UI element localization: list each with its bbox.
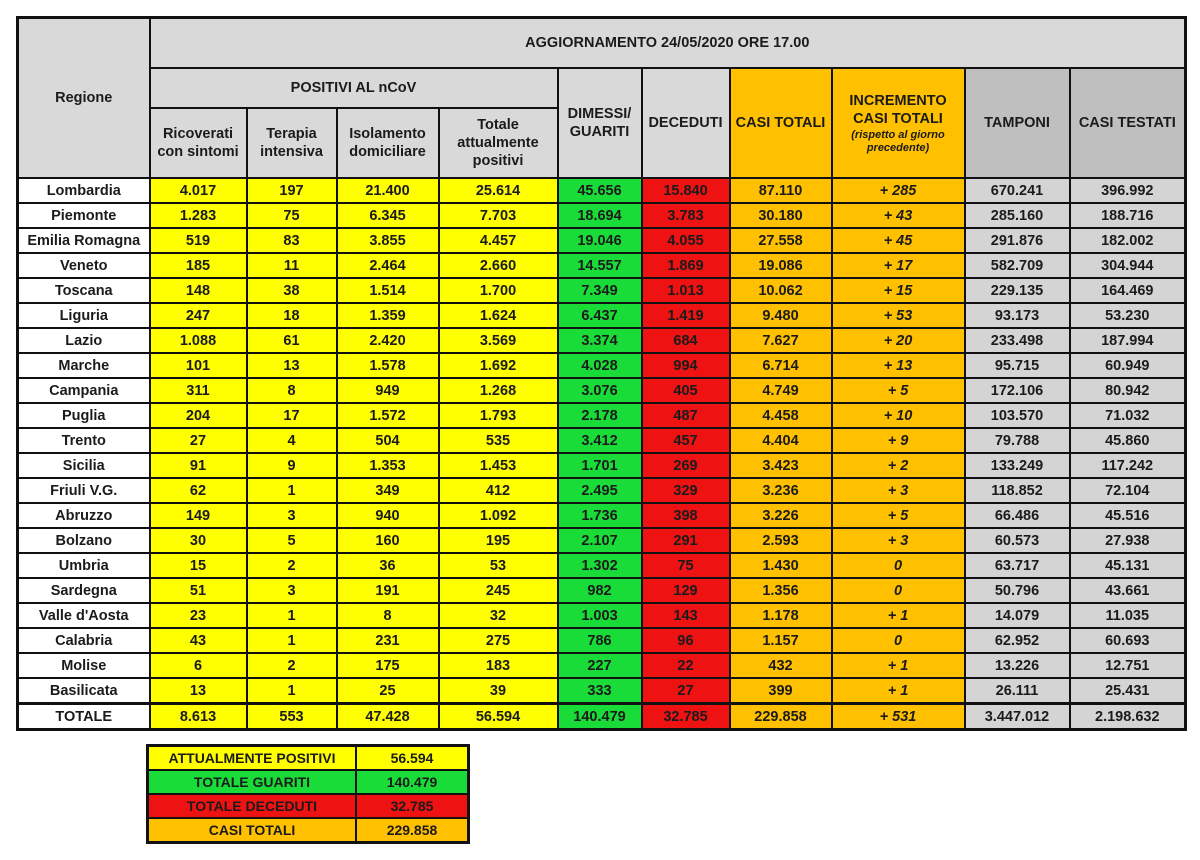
cell-tamponi: 13.226: [965, 653, 1070, 678]
cell-incremento-casi-totali: 0: [832, 628, 965, 653]
cell-dimessi-guariti: 3.412: [558, 428, 642, 453]
cell-dimessi-guariti: 4.028: [558, 353, 642, 378]
cell-deceduti: 994: [642, 353, 730, 378]
cell-deceduti: 96: [642, 628, 730, 653]
cell-isolamento-domiciliare: 2.420: [337, 328, 439, 353]
cell-totale-attualmente-positivi: 412: [439, 478, 558, 503]
cell-incremento-casi-totali: + 1: [832, 678, 965, 704]
column-header-incremento-casi-totali: [832, 68, 965, 178]
cell-regione: Basilicata: [18, 678, 150, 704]
cell-tamponi: 172.106: [965, 378, 1070, 403]
cell-totale-attualmente-positivi: 56.594: [439, 704, 558, 730]
cell-ricoverati-con-sintomi: 311: [150, 378, 247, 403]
cell-terapia-intensiva: 4: [247, 428, 337, 453]
cell-tamponi: 50.796: [965, 578, 1070, 603]
cell-casi-testati: 43.661: [1070, 578, 1186, 603]
cell-ricoverati-con-sintomi: 15: [150, 553, 247, 578]
legend-label: TOTALE DECEDUTI: [148, 794, 357, 818]
cell-terapia-intensiva: 18: [247, 303, 337, 328]
cell-isolamento-domiciliare: 36: [337, 553, 439, 578]
table-row: [18, 378, 1186, 403]
column-header-isolamento-domiciliare: Isolamento domiciliare: [337, 108, 439, 178]
cell-isolamento-domiciliare: 349: [337, 478, 439, 503]
cell-ricoverati-con-sintomi: 149: [150, 503, 247, 528]
cell-casi-totali: 399: [730, 678, 832, 704]
cell-totale-attualmente-positivi: 1.453: [439, 453, 558, 478]
cell-casi-testati: 71.032: [1070, 403, 1186, 428]
cell-ricoverati-con-sintomi: 13: [150, 678, 247, 704]
cell-deceduti: 22: [642, 653, 730, 678]
cell-totale-attualmente-positivi: 275: [439, 628, 558, 653]
cell-isolamento-domiciliare: 160: [337, 528, 439, 553]
table-body: [18, 178, 1186, 730]
cell-totale-attualmente-positivi: 3.569: [439, 328, 558, 353]
cell-dimessi-guariti: 982: [558, 578, 642, 603]
cell-isolamento-domiciliare: 175: [337, 653, 439, 678]
cell-totale-attualmente-positivi: 53: [439, 553, 558, 578]
table-row: [18, 478, 1186, 503]
table-row: [18, 403, 1186, 428]
cell-dimessi-guariti: 3.374: [558, 328, 642, 353]
cell-casi-testati: 45.860: [1070, 428, 1186, 453]
cell-deceduti: 27: [642, 678, 730, 704]
cell-incremento-casi-totali: + 5: [832, 503, 965, 528]
cell-incremento-casi-totali: + 1: [832, 653, 965, 678]
cell-casi-totali: 7.627: [730, 328, 832, 353]
cell-terapia-intensiva: 2: [247, 553, 337, 578]
cell-casi-testati: 45.516: [1070, 503, 1186, 528]
legend-value: 32.785: [356, 794, 469, 818]
cell-dimessi-guariti: 18.694: [558, 203, 642, 228]
cell-casi-totali: 9.480: [730, 303, 832, 328]
incremento-line2: CASI TOTALI: [853, 110, 943, 127]
cell-regione: Friuli V.G.: [18, 478, 150, 503]
table-row: [18, 278, 1186, 303]
cell-incremento-casi-totali: 0: [832, 553, 965, 578]
cell-deceduti: 143: [642, 603, 730, 628]
cell-dimessi-guariti: 140.479: [558, 704, 642, 730]
cell-totale-attualmente-positivi: 195: [439, 528, 558, 553]
cell-isolamento-domiciliare: 47.428: [337, 704, 439, 730]
cell-casi-totali: 27.558: [730, 228, 832, 253]
cell-incremento-casi-totali: + 53: [832, 303, 965, 328]
cell-terapia-intensiva: 1: [247, 678, 337, 704]
cell-isolamento-domiciliare: 3.855: [337, 228, 439, 253]
table-row: [18, 678, 1186, 704]
table-row: [18, 503, 1186, 528]
cell-casi-totali: 6.714: [730, 353, 832, 378]
legend-row: [148, 746, 469, 771]
cell-ricoverati-con-sintomi: 4.017: [150, 178, 247, 203]
table-row: [18, 603, 1186, 628]
cell-deceduti: 398: [642, 503, 730, 528]
table-row: [18, 453, 1186, 478]
cell-incremento-casi-totali: + 531: [832, 704, 965, 730]
cell-incremento-casi-totali: + 45: [832, 228, 965, 253]
covid-region-table: [16, 16, 1187, 731]
cell-incremento-casi-totali: + 3: [832, 528, 965, 553]
cell-casi-totali: 30.180: [730, 203, 832, 228]
table-row: [18, 253, 1186, 278]
cell-casi-testati: 60.949: [1070, 353, 1186, 378]
cell-isolamento-domiciliare: 1.514: [337, 278, 439, 303]
cell-incremento-casi-totali: + 43: [832, 203, 965, 228]
cell-casi-testati: 396.992: [1070, 178, 1186, 203]
cell-dimessi-guariti: 2.178: [558, 403, 642, 428]
cell-casi-totali: 10.062: [730, 278, 832, 303]
cell-casi-testati: 60.693: [1070, 628, 1186, 653]
cell-deceduti: 15.840: [642, 178, 730, 203]
cell-terapia-intensiva: 1: [247, 478, 337, 503]
cell-regione: Puglia: [18, 403, 150, 428]
cell-tamponi: 3.447.012: [965, 704, 1070, 730]
cell-isolamento-domiciliare: 1.578: [337, 353, 439, 378]
cell-casi-totali: 3.236: [730, 478, 832, 503]
cell-isolamento-domiciliare: 949: [337, 378, 439, 403]
cell-casi-totali: 4.458: [730, 403, 832, 428]
cell-isolamento-domiciliare: 25: [337, 678, 439, 704]
cell-incremento-casi-totali: + 3: [832, 478, 965, 503]
cell-regione: Lombardia: [18, 178, 150, 203]
cell-tamponi: 670.241: [965, 178, 1070, 203]
incremento-note: (rispetto al giorno precedente): [851, 128, 945, 154]
cell-totale-attualmente-positivi: 1.092: [439, 503, 558, 528]
cell-deceduti: 457: [642, 428, 730, 453]
cell-casi-totali: 3.423: [730, 453, 832, 478]
legend-label: ATTUALMENTE POSITIVI: [148, 746, 357, 771]
cell-casi-testati: 188.716: [1070, 203, 1186, 228]
cell-dimessi-guariti: 6.437: [558, 303, 642, 328]
cell-dimessi-guariti: 1.701: [558, 453, 642, 478]
cell-terapia-intensiva: 5: [247, 528, 337, 553]
cell-casi-testati: 2.198.632: [1070, 704, 1186, 730]
cell-totale-attualmente-positivi: 2.660: [439, 253, 558, 278]
cell-incremento-casi-totali: 0: [832, 578, 965, 603]
cell-casi-totali: 229.858: [730, 704, 832, 730]
cell-tamponi: 118.852: [965, 478, 1070, 503]
cell-totale-attualmente-positivi: 25.614: [439, 178, 558, 203]
cell-dimessi-guariti: 14.557: [558, 253, 642, 278]
cell-ricoverati-con-sintomi: 51: [150, 578, 247, 603]
cell-casi-totali: 4.749: [730, 378, 832, 403]
cell-totale-attualmente-positivi: 7.703: [439, 203, 558, 228]
cell-casi-testati: 304.944: [1070, 253, 1186, 278]
cell-dimessi-guariti: 1.003: [558, 603, 642, 628]
cell-tamponi: 62.952: [965, 628, 1070, 653]
cell-incremento-casi-totali: + 2: [832, 453, 965, 478]
cell-tamponi: 26.111: [965, 678, 1070, 704]
cell-ricoverati-con-sintomi: 91: [150, 453, 247, 478]
cell-casi-totali: 4.404: [730, 428, 832, 453]
cell-casi-testati: 80.942: [1070, 378, 1186, 403]
cell-dimessi-guariti: 7.349: [558, 278, 642, 303]
column-header-regione: Regione: [18, 18, 150, 179]
legend-value: 229.858: [356, 818, 469, 843]
cell-regione: Campania: [18, 378, 150, 403]
cell-ricoverati-con-sintomi: 247: [150, 303, 247, 328]
cell-casi-totali: 19.086: [730, 253, 832, 278]
cell-deceduti: 1.013: [642, 278, 730, 303]
cell-ricoverati-con-sintomi: 27: [150, 428, 247, 453]
legend-value: 140.479: [356, 770, 469, 794]
cell-regione: Lazio: [18, 328, 150, 353]
cell-dimessi-guariti: 1.736: [558, 503, 642, 528]
cell-ricoverati-con-sintomi: 62: [150, 478, 247, 503]
cell-casi-testati: 117.242: [1070, 453, 1186, 478]
cell-casi-testati: 12.751: [1070, 653, 1186, 678]
cell-totale-attualmente-positivi: 1.268: [439, 378, 558, 403]
cell-terapia-intensiva: 197: [247, 178, 337, 203]
legend-row: [148, 794, 469, 818]
column-group-positivi-al-ncov: POSITIVI AL nCoV: [150, 68, 558, 108]
cell-incremento-casi-totali: + 285: [832, 178, 965, 203]
cell-tamponi: 66.486: [965, 503, 1070, 528]
cell-casi-totali: 3.226: [730, 503, 832, 528]
cell-totale-attualmente-positivi: 535: [439, 428, 558, 453]
cell-regione: TOTALE: [18, 704, 150, 730]
cell-regione: Marche: [18, 353, 150, 378]
table-row: [18, 578, 1186, 603]
cell-regione: Veneto: [18, 253, 150, 278]
cell-deceduti: 329: [642, 478, 730, 503]
cell-incremento-casi-totali: + 9: [832, 428, 965, 453]
cell-terapia-intensiva: 11: [247, 253, 337, 278]
cell-casi-testati: 72.104: [1070, 478, 1186, 503]
cell-regione: Toscana: [18, 278, 150, 303]
cell-terapia-intensiva: 38: [247, 278, 337, 303]
table-row: [18, 653, 1186, 678]
cell-terapia-intensiva: 9: [247, 453, 337, 478]
cell-ricoverati-con-sintomi: 519: [150, 228, 247, 253]
cell-ricoverati-con-sintomi: 8.613: [150, 704, 247, 730]
cell-totale-attualmente-positivi: 183: [439, 653, 558, 678]
cell-terapia-intensiva: 61: [247, 328, 337, 353]
cell-deceduti: 3.783: [642, 203, 730, 228]
cell-totale-attualmente-positivi: 1.793: [439, 403, 558, 428]
cell-deceduti: 405: [642, 378, 730, 403]
cell-isolamento-domiciliare: 940: [337, 503, 439, 528]
cell-tamponi: 95.715: [965, 353, 1070, 378]
cell-terapia-intensiva: 1: [247, 628, 337, 653]
cell-casi-totali: 432: [730, 653, 832, 678]
table-row: [18, 328, 1186, 353]
cell-isolamento-domiciliare: 8: [337, 603, 439, 628]
table-row: [18, 178, 1186, 203]
cell-regione: Piemonte: [18, 203, 150, 228]
cell-casi-testati: 182.002: [1070, 228, 1186, 253]
incremento-line1: INCREMENTO: [849, 92, 947, 109]
cell-casi-testati: 25.431: [1070, 678, 1186, 704]
legend-body: [148, 746, 469, 843]
cell-casi-testati: 187.994: [1070, 328, 1186, 353]
cell-tamponi: 60.573: [965, 528, 1070, 553]
summary-legend: [146, 744, 470, 844]
cell-tamponi: 285.160: [965, 203, 1070, 228]
cell-regione: Molise: [18, 653, 150, 678]
cell-incremento-casi-totali: + 10: [832, 403, 965, 428]
cell-regione: Liguria: [18, 303, 150, 328]
cell-deceduti: 269: [642, 453, 730, 478]
cell-terapia-intensiva: 75: [247, 203, 337, 228]
cell-ricoverati-con-sintomi: 1.283: [150, 203, 247, 228]
table-row: [18, 553, 1186, 578]
cell-totale-attualmente-positivi: 245: [439, 578, 558, 603]
column-header-casi-totali: CASI TOTALI: [730, 68, 832, 178]
table-row: [18, 228, 1186, 253]
cell-isolamento-domiciliare: 1.353: [337, 453, 439, 478]
table-row: [18, 428, 1186, 453]
cell-casi-testati: 45.131: [1070, 553, 1186, 578]
cell-ricoverati-con-sintomi: 1.088: [150, 328, 247, 353]
cell-isolamento-domiciliare: 191: [337, 578, 439, 603]
cell-casi-testati: 164.469: [1070, 278, 1186, 303]
cell-casi-totali: 1.157: [730, 628, 832, 653]
cell-incremento-casi-totali: + 13: [832, 353, 965, 378]
legend-row: [148, 770, 469, 794]
cell-casi-testati: 27.938: [1070, 528, 1186, 553]
column-header-totale-attualmente-positivi: Totale attualmente positivi: [439, 108, 558, 178]
legend-label: TOTALE GUARITI: [148, 770, 357, 794]
cell-totale-attualmente-positivi: 1.700: [439, 278, 558, 303]
cell-dimessi-guariti: 3.076: [558, 378, 642, 403]
cell-dimessi-guariti: 333: [558, 678, 642, 704]
table-row: [18, 528, 1186, 553]
cell-terapia-intensiva: 3: [247, 578, 337, 603]
cell-dimessi-guariti: 1.302: [558, 553, 642, 578]
legend-row: [148, 818, 469, 843]
column-header-ricoverati-con-sintomi: Ricoverati con sintomi: [150, 108, 247, 178]
column-header-tamponi: TAMPONI: [965, 68, 1070, 178]
cell-dimessi-guariti: 227: [558, 653, 642, 678]
cell-incremento-casi-totali: + 15: [832, 278, 965, 303]
cell-dimessi-guariti: 45.656: [558, 178, 642, 203]
cell-terapia-intensiva: 553: [247, 704, 337, 730]
cell-regione: Sardegna: [18, 578, 150, 603]
cell-regione: Trento: [18, 428, 150, 453]
cell-incremento-casi-totali: + 20: [832, 328, 965, 353]
cell-regione: Abruzzo: [18, 503, 150, 528]
cell-ricoverati-con-sintomi: 43: [150, 628, 247, 653]
column-header-terapia-intensiva: Terapia intensiva: [247, 108, 337, 178]
cell-dimessi-guariti: 2.495: [558, 478, 642, 503]
cell-dimessi-guariti: 2.107: [558, 528, 642, 553]
cell-incremento-casi-totali: + 5: [832, 378, 965, 403]
cell-deceduti: 4.055: [642, 228, 730, 253]
column-header-deceduti: DECEDUTI: [642, 68, 730, 178]
cell-ricoverati-con-sintomi: 23: [150, 603, 247, 628]
cell-ricoverati-con-sintomi: 6: [150, 653, 247, 678]
cell-regione: Calabria: [18, 628, 150, 653]
cell-deceduti: 75: [642, 553, 730, 578]
cell-totale-attualmente-positivi: 32: [439, 603, 558, 628]
cell-regione: Bolzano: [18, 528, 150, 553]
cell-casi-totali: 87.110: [730, 178, 832, 203]
table-row: [18, 303, 1186, 328]
cell-isolamento-domiciliare: 504: [337, 428, 439, 453]
cell-isolamento-domiciliare: 1.572: [337, 403, 439, 428]
cell-terapia-intensiva: 2: [247, 653, 337, 678]
cell-tamponi: 229.135: [965, 278, 1070, 303]
cell-terapia-intensiva: 17: [247, 403, 337, 428]
legend-label: CASI TOTALI: [148, 818, 357, 843]
column-header-casi-testati: CASI TESTATI: [1070, 68, 1186, 178]
cell-terapia-intensiva: 13: [247, 353, 337, 378]
cell-tamponi: 93.173: [965, 303, 1070, 328]
cell-ricoverati-con-sintomi: 148: [150, 278, 247, 303]
cell-tamponi: 103.570: [965, 403, 1070, 428]
cell-tamponi: 79.788: [965, 428, 1070, 453]
cell-regione: Umbria: [18, 553, 150, 578]
table-row: [18, 203, 1186, 228]
cell-regione: Valle d'Aosta: [18, 603, 150, 628]
cell-incremento-casi-totali: + 17: [832, 253, 965, 278]
cell-dimessi-guariti: 786: [558, 628, 642, 653]
cell-deceduti: 684: [642, 328, 730, 353]
cell-deceduti: 1.419: [642, 303, 730, 328]
table-row-total: [18, 704, 1186, 730]
cell-totale-attualmente-positivi: 1.692: [439, 353, 558, 378]
cell-isolamento-domiciliare: 2.464: [337, 253, 439, 278]
cell-tamponi: 582.709: [965, 253, 1070, 278]
cell-ricoverati-con-sintomi: 185: [150, 253, 247, 278]
cell-casi-totali: 1.430: [730, 553, 832, 578]
cell-tamponi: 133.249: [965, 453, 1070, 478]
table-title: AGGIORNAMENTO 24/05/2020 ORE 17.00: [150, 18, 1186, 69]
cell-casi-totali: 2.593: [730, 528, 832, 553]
cell-deceduti: 291: [642, 528, 730, 553]
cell-tamponi: 14.079: [965, 603, 1070, 628]
cell-casi-testati: 53.230: [1070, 303, 1186, 328]
cell-casi-totali: 1.178: [730, 603, 832, 628]
cell-ricoverati-con-sintomi: 30: [150, 528, 247, 553]
cell-casi-testati: 11.035: [1070, 603, 1186, 628]
cell-dimessi-guariti: 19.046: [558, 228, 642, 253]
cell-terapia-intensiva: 83: [247, 228, 337, 253]
cell-tamponi: 291.876: [965, 228, 1070, 253]
cell-deceduti: 1.869: [642, 253, 730, 278]
cell-totale-attualmente-positivi: 4.457: [439, 228, 558, 253]
table-row: [18, 353, 1186, 378]
cell-incremento-casi-totali: + 1: [832, 603, 965, 628]
column-header-dimessi-guariti: DIMESSI/ GUARITI: [558, 68, 642, 178]
cell-casi-totali: 1.356: [730, 578, 832, 603]
cell-isolamento-domiciliare: 21.400: [337, 178, 439, 203]
cell-deceduti: 487: [642, 403, 730, 428]
cell-tamponi: 63.717: [965, 553, 1070, 578]
cell-isolamento-domiciliare: 6.345: [337, 203, 439, 228]
cell-deceduti: 129: [642, 578, 730, 603]
cell-isolamento-domiciliare: 1.359: [337, 303, 439, 328]
cell-terapia-intensiva: 1: [247, 603, 337, 628]
legend-value: 56.594: [356, 746, 469, 771]
cell-terapia-intensiva: 8: [247, 378, 337, 403]
cell-regione: Emilia Romagna: [18, 228, 150, 253]
cell-ricoverati-con-sintomi: 204: [150, 403, 247, 428]
cell-ricoverati-con-sintomi: 101: [150, 353, 247, 378]
cell-isolamento-domiciliare: 231: [337, 628, 439, 653]
cell-tamponi: 233.498: [965, 328, 1070, 353]
cell-totale-attualmente-positivi: 1.624: [439, 303, 558, 328]
cell-terapia-intensiva: 3: [247, 503, 337, 528]
table-row: [18, 628, 1186, 653]
cell-totale-attualmente-positivi: 39: [439, 678, 558, 704]
cell-regione: Sicilia: [18, 453, 150, 478]
cell-deceduti: 32.785: [642, 704, 730, 730]
